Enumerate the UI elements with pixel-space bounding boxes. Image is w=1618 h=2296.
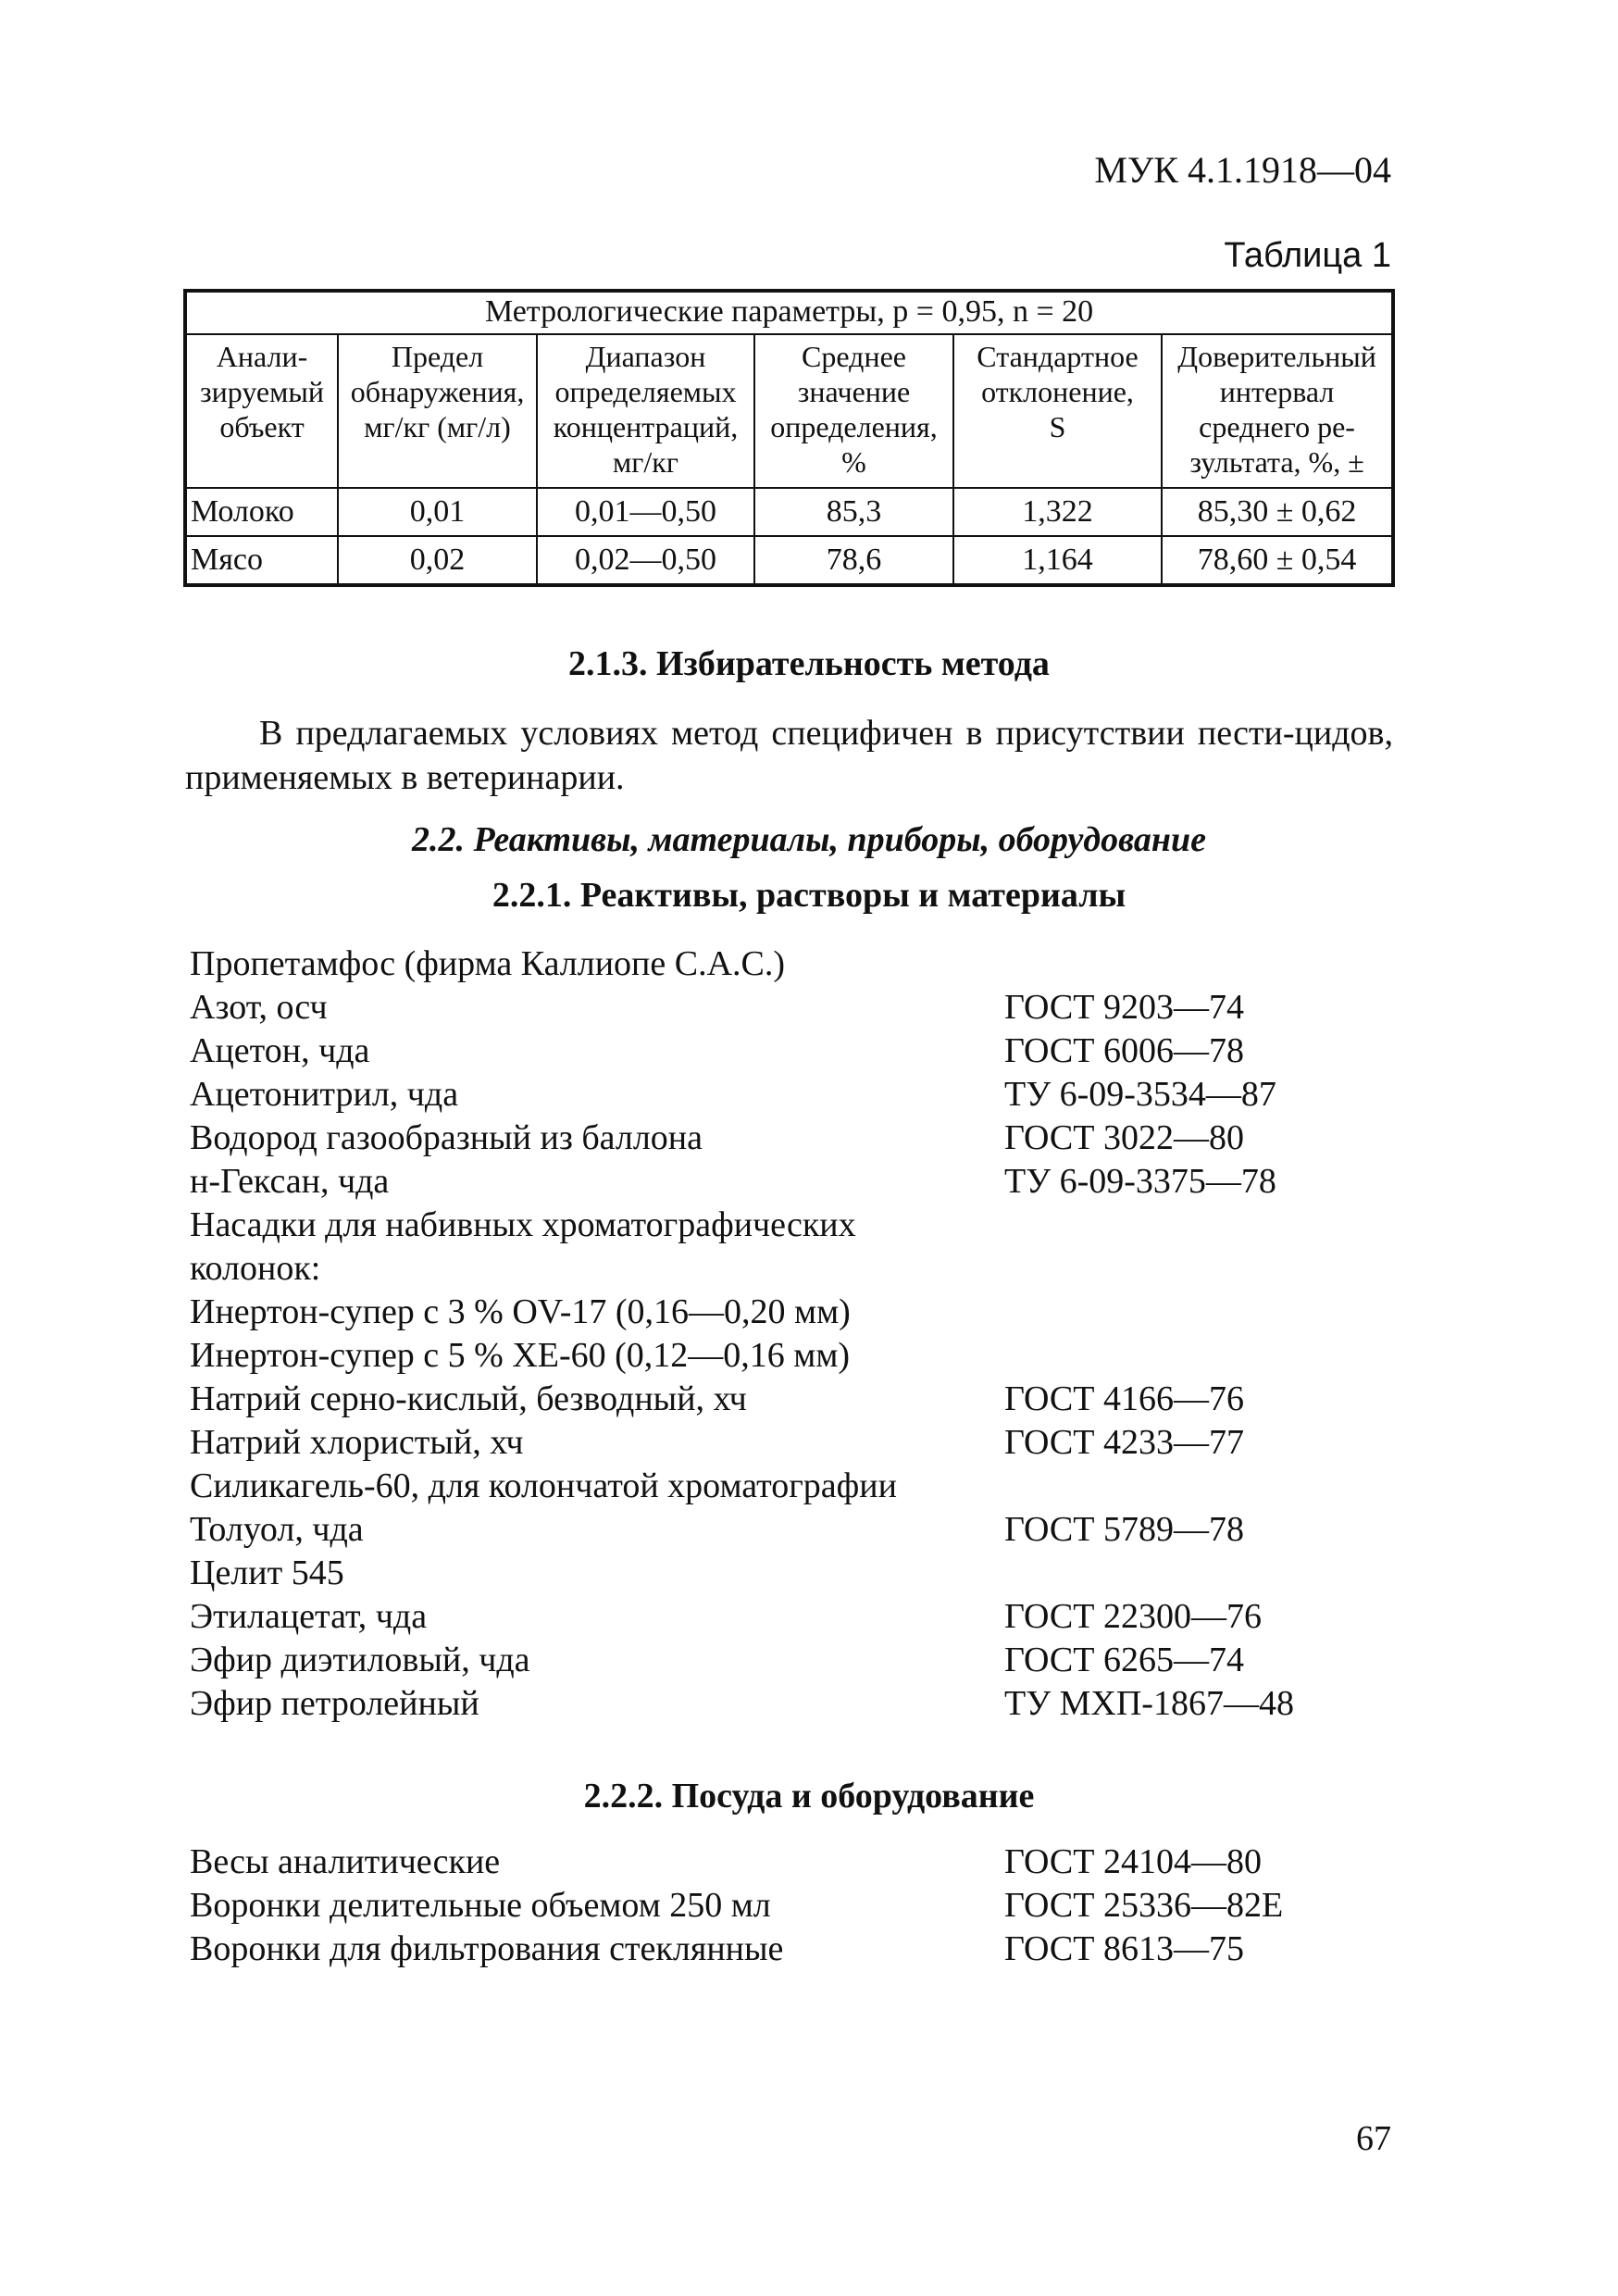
reagents-list	[190, 942, 1393, 1726]
section-2-2-2-title: 2.2.2. Посуда и оборудование	[583, 1777, 1035, 1816]
item-name: Натрий хлористый, хч	[190, 1423, 524, 1462]
list-item	[190, 1029, 1393, 1073]
column-header: Среднее значение определения, %	[754, 334, 953, 488]
column-header: Доверительный интервал среднего ре- зультата, %, ±	[1162, 334, 1393, 488]
table-cell: 85,30 ± 0,62	[1162, 488, 1393, 536]
list-item	[190, 1841, 1393, 1884]
table-cell: 78,6	[754, 536, 953, 585]
item-name: Натрий серно-кислый, безводный, хч	[190, 1379, 747, 1418]
item-name: Толуол, чда	[190, 1510, 364, 1549]
item-standard: ГОСТ 3022—80	[1004, 1118, 1244, 1157]
document-code: МУК 4.1.1918—04	[1094, 149, 1391, 191]
equipment-list	[190, 1841, 1393, 1971]
table-cell: Мясо	[185, 536, 338, 585]
item-standard: ГОСТ 5789—78	[1004, 1510, 1244, 1549]
metrology-table	[183, 289, 1395, 587]
list-item	[190, 1421, 1393, 1465]
item-name: Пропетамфос (фирма Каллиопе С.А.С.)	[190, 944, 786, 983]
list-item	[190, 1117, 1393, 1160]
list-item	[190, 1595, 1393, 1639]
item-name: Силикагель-60, для колончатой хроматографии	[190, 1466, 897, 1505]
table-header-row	[185, 334, 1393, 488]
list-item	[190, 1508, 1393, 1552]
table-row	[185, 488, 1393, 536]
table-caption: Метрологические параметры, p = 0,95, n = 20	[185, 291, 1393, 334]
column-header: Предел обнаружения, мг/кг (мг/л)	[338, 334, 537, 488]
list-item	[190, 1291, 1393, 1334]
list-item	[190, 1378, 1393, 1421]
table-cell: 1,164	[953, 536, 1162, 585]
table-cell: 0,02—0,50	[537, 536, 754, 585]
item-name: Насадки для набивных хроматографических	[190, 1205, 856, 1244]
item-standard: ГОСТ 8613—75	[1004, 1929, 1244, 1968]
table-label: Таблица 1	[1224, 236, 1391, 275]
list-item	[190, 1334, 1393, 1378]
table-row	[185, 536, 1393, 585]
table-cell: 1,322	[953, 488, 1162, 536]
list-item	[190, 942, 1393, 986]
table-cell: 0,02	[338, 536, 537, 585]
item-name: Воронки делительные объемом 250 мл	[190, 1886, 771, 1925]
list-item	[190, 1552, 1393, 1595]
table-cell: 0,01—0,50	[537, 488, 754, 536]
list-item	[190, 986, 1393, 1029]
item-standard: ТУ 6-09-3375—78	[1004, 1162, 1276, 1201]
column-header: Стандартное отклонение, S	[953, 334, 1162, 488]
page-number: 67	[1356, 2119, 1391, 2158]
item-name: Ацетон, чда	[190, 1031, 370, 1070]
item-name: Эфир петролейный	[190, 1684, 479, 1723]
table-cell: 78,60 ± 0,54	[1162, 536, 1393, 585]
list-item	[190, 1073, 1393, 1117]
list-item	[190, 1682, 1393, 1726]
section-2-2-1-title: 2.2.1. Реактивы, растворы и материалы	[492, 876, 1126, 915]
paragraph-text: В предлагаемых условиях метод специфичен в присутствии пести-цидов, применяемых в ветеринарии.	[185, 714, 1393, 797]
item-name: Целит 545	[190, 1554, 344, 1592]
item-standard: ГОСТ 4166—76	[1004, 1379, 1244, 1418]
item-name: Инертон-супер с 3 % OV-17 (0,16—0,20 мм)	[190, 1292, 851, 1331]
item-standard: ГОСТ 6265—74	[1004, 1641, 1244, 1679]
item-name: Инертон-супер с 5 % XE-60 (0,12—0,16 мм)	[190, 1336, 851, 1375]
item-name: Весы аналитические	[190, 1842, 501, 1881]
list-item	[190, 1928, 1393, 1971]
list-item	[190, 1247, 1393, 1291]
item-standard: ТУ 6-09-3534—87	[1004, 1075, 1276, 1114]
section-2-1-3-paragraph	[185, 711, 1393, 800]
item-name: Азот, осч	[190, 988, 328, 1027]
table-cell: 85,3	[754, 488, 953, 536]
item-standard: ГОСТ 9203—74	[1004, 988, 1244, 1027]
list-item	[190, 1884, 1393, 1928]
item-standard: ГОСТ 22300—76	[1004, 1597, 1262, 1636]
list-item	[190, 1160, 1393, 1204]
item-standard: ГОСТ 25336—82Е	[1004, 1886, 1284, 1925]
list-item	[190, 1204, 1393, 1247]
list-item	[190, 1639, 1393, 1682]
item-name: Ацетонитрил, чда	[190, 1075, 459, 1114]
table-body	[185, 488, 1393, 585]
item-name: Воронки для фильтрования стеклянные	[190, 1929, 784, 1968]
item-name: н-Гексан, чда	[190, 1162, 390, 1201]
item-standard: ГОСТ 4233—77	[1004, 1423, 1244, 1462]
item-name: Этилацетат, чда	[190, 1597, 428, 1636]
table-cell: Молоко	[185, 488, 338, 536]
item-standard: ГОСТ 6006—78	[1004, 1031, 1244, 1070]
item-name: колонок:	[190, 1249, 321, 1288]
item-name: Эфир диэтиловый, чда	[190, 1641, 530, 1679]
section-2-2-title: 2.2. Реактивы, материалы, приборы, оборудование	[412, 820, 1206, 859]
item-standard: ГОСТ 24104—80	[1004, 1842, 1262, 1881]
table-cell: 0,01	[338, 488, 537, 536]
column-header: Анали- зируемый объект	[185, 334, 338, 488]
column-header: Диапазон определяемых концентраций, мг/кг	[537, 334, 754, 488]
section-2-1-3-title: 2.1.3. Избирательность метода	[568, 644, 1050, 683]
item-name: Водород газообразный из баллона	[190, 1118, 703, 1157]
item-standard: ТУ МХП-1867—48	[1004, 1684, 1294, 1723]
list-item	[190, 1465, 1393, 1508]
